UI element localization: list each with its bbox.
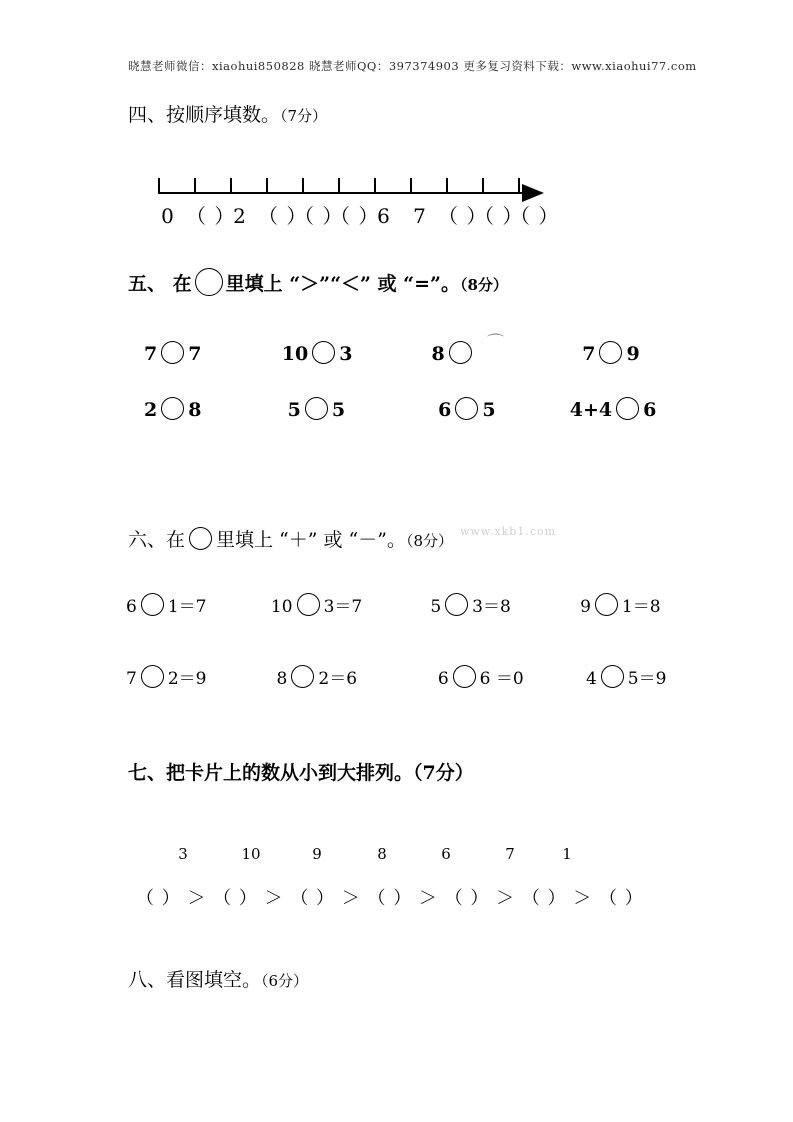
answer-circle[interactable] (305, 397, 328, 420)
section-8-points: （6分） (261, 972, 309, 990)
faint-site-watermark: www.xkb1.com (460, 525, 557, 538)
number-line-tick (482, 178, 484, 194)
operand-right: 1＝8 (621, 596, 661, 617)
operand-left: 4 (585, 668, 597, 689)
section-8-heading (128, 965, 308, 992)
operand-left: 4+4 (569, 399, 613, 421)
section-5-points: （8分） (459, 276, 508, 294)
number-card: 3 (178, 845, 188, 863)
operand-right: 3 (339, 343, 353, 365)
operator-grid (126, 568, 696, 712)
answer-circle[interactable] (599, 341, 622, 364)
answer-circle[interactable] (601, 665, 624, 688)
pencil-scribble-mark: ⌒ (487, 333, 504, 353)
number-line-tick (158, 178, 160, 194)
operand-right: 1＝7 (167, 596, 207, 617)
answer-circle[interactable] (161, 397, 184, 420)
number-line-label: 2 (233, 204, 247, 228)
number-line-label[interactable]: （ ） (474, 204, 524, 228)
operand-left: 6 (438, 399, 452, 421)
circle-shape-icon (189, 527, 212, 550)
operator-item (430, 592, 580, 617)
operand-right: 6 ＝0 (479, 668, 524, 689)
number-line-label[interactable]: （ ） (438, 204, 488, 228)
section-8-title: 八、看图填空。 (128, 969, 262, 991)
operand-right: 9 (626, 343, 640, 365)
comparison-item (128, 341, 250, 365)
header-watermark: 晓慧老师微信：xiaohui850828 晓慧老师QQ：397374903 更多复习资料下载：www.xiaohui77.com (128, 59, 697, 73)
operand-left: 6 (126, 596, 137, 617)
section-6-title-part1: 六、在 (128, 529, 186, 551)
ordering-answer-line[interactable]: （ ） ＞ （ ） ＞ （ ） ＞ （ ） ＞ （ ） ＞ （ ） ＞ （ ） (136, 888, 644, 909)
number-card: 8 (377, 845, 387, 863)
comparison-item (250, 341, 388, 365)
comparison-item (538, 397, 688, 421)
comparison-grid (128, 325, 688, 437)
comparison-row (128, 325, 688, 381)
operand-left: 2 (144, 399, 158, 421)
number-card: 6 (441, 845, 451, 863)
section-5-title-part2: 里填上 “＞”“＜” 或 “=”。 (225, 273, 460, 295)
section-5-heading (128, 268, 508, 296)
section-4-title: 四、按顺序填数。 (128, 104, 281, 126)
operand-left: 9 (580, 596, 591, 617)
operand-right: 3＝7 (323, 596, 363, 617)
number-line-tick (374, 178, 376, 194)
answer-circle[interactable] (455, 397, 478, 420)
operand-right: 5＝9 (627, 668, 667, 689)
section-5-title-part1: 五、 在 (128, 273, 192, 295)
number-card: 7 (505, 845, 515, 863)
operator-item (126, 592, 271, 617)
comparison-item (244, 397, 388, 421)
answer-circle[interactable] (453, 665, 476, 688)
number-line-label[interactable]: （ ） (294, 204, 344, 228)
number-line-tick (302, 178, 304, 194)
number-card: 9 (312, 845, 322, 863)
operator-row (126, 640, 696, 712)
operand-right: 5 (331, 399, 346, 421)
operator-item (580, 592, 696, 617)
number-line-tick (338, 178, 340, 194)
answer-circle[interactable] (449, 341, 472, 364)
section-4-heading (128, 100, 327, 127)
number-line-tick (446, 178, 448, 194)
answer-circle[interactable] (595, 593, 618, 616)
number-card: 1 (562, 845, 572, 863)
number-line-tick (194, 178, 196, 194)
operand-right: 6 (643, 399, 657, 421)
operand-right: 2＝9 (167, 668, 207, 689)
number-line-label: 6 (377, 204, 391, 228)
section-4-points: （7分） (280, 107, 328, 125)
section-6-heading (128, 525, 453, 552)
operand-right: 8 (188, 399, 202, 421)
number-cards-row (148, 845, 708, 863)
operand-left: 7 (582, 343, 596, 365)
answer-circle[interactable] (312, 341, 335, 364)
number-line-label[interactable]: （ ） (510, 204, 560, 228)
answer-circle[interactable] (141, 665, 164, 688)
number-line-label[interactable]: （ ） (330, 204, 380, 228)
operator-item (264, 664, 428, 689)
answer-circle[interactable] (616, 397, 639, 420)
operand-right: 7 (188, 343, 202, 365)
number-line-labels (150, 200, 560, 229)
number-line (150, 178, 560, 248)
operand-right: 3＝8 (472, 596, 511, 617)
section-7-heading: 七、把卡片上的数从小到大排列。（7分） (128, 762, 474, 784)
number-line-tick (266, 178, 268, 194)
operand-left: 10 (281, 343, 309, 365)
number-card: 10 (241, 845, 261, 863)
operator-item (428, 664, 580, 689)
answer-circle[interactable] (297, 593, 320, 616)
answer-circle[interactable] (445, 593, 468, 616)
number-line-tick (518, 178, 520, 194)
number-line-label: 7 (413, 204, 427, 228)
section-6-title-part2: 里填上 “＋” 或 “－”。 (216, 529, 406, 551)
comparison-item (387, 397, 538, 421)
operand-left: 7 (144, 343, 158, 365)
operand-left: 6 (437, 668, 449, 689)
number-line-label[interactable]: （ ） (186, 204, 236, 228)
comparison-row (128, 381, 688, 437)
operand-left: 7 (126, 668, 137, 689)
comparison-item (388, 341, 538, 365)
number-line-label: 0 (161, 204, 175, 228)
answer-circle[interactable] (161, 341, 184, 364)
section-6-points: （8分） (406, 532, 454, 550)
operand-left: 8 (276, 668, 288, 689)
operator-item (126, 664, 264, 689)
operand-left: 8 (431, 343, 445, 365)
number-line-axis (158, 192, 528, 194)
operator-item (271, 592, 430, 617)
operand-left: 5 (430, 596, 442, 617)
comparison-item (128, 397, 244, 421)
answer-circle[interactable] (291, 665, 314, 688)
operator-row (126, 568, 696, 640)
answer-circle[interactable] (141, 593, 164, 616)
number-line-tick (230, 178, 232, 194)
operator-item (580, 664, 696, 689)
comparison-item (537, 341, 688, 365)
operand-right: 2＝6 (318, 668, 358, 689)
number-line-tick (410, 178, 412, 194)
circle-shape-icon (195, 268, 223, 296)
operand-left: 10 (270, 596, 293, 617)
operand-right: 5 (482, 399, 496, 421)
number-line-label[interactable]: （ ） (258, 204, 308, 228)
operand-left: 5 (287, 399, 301, 421)
